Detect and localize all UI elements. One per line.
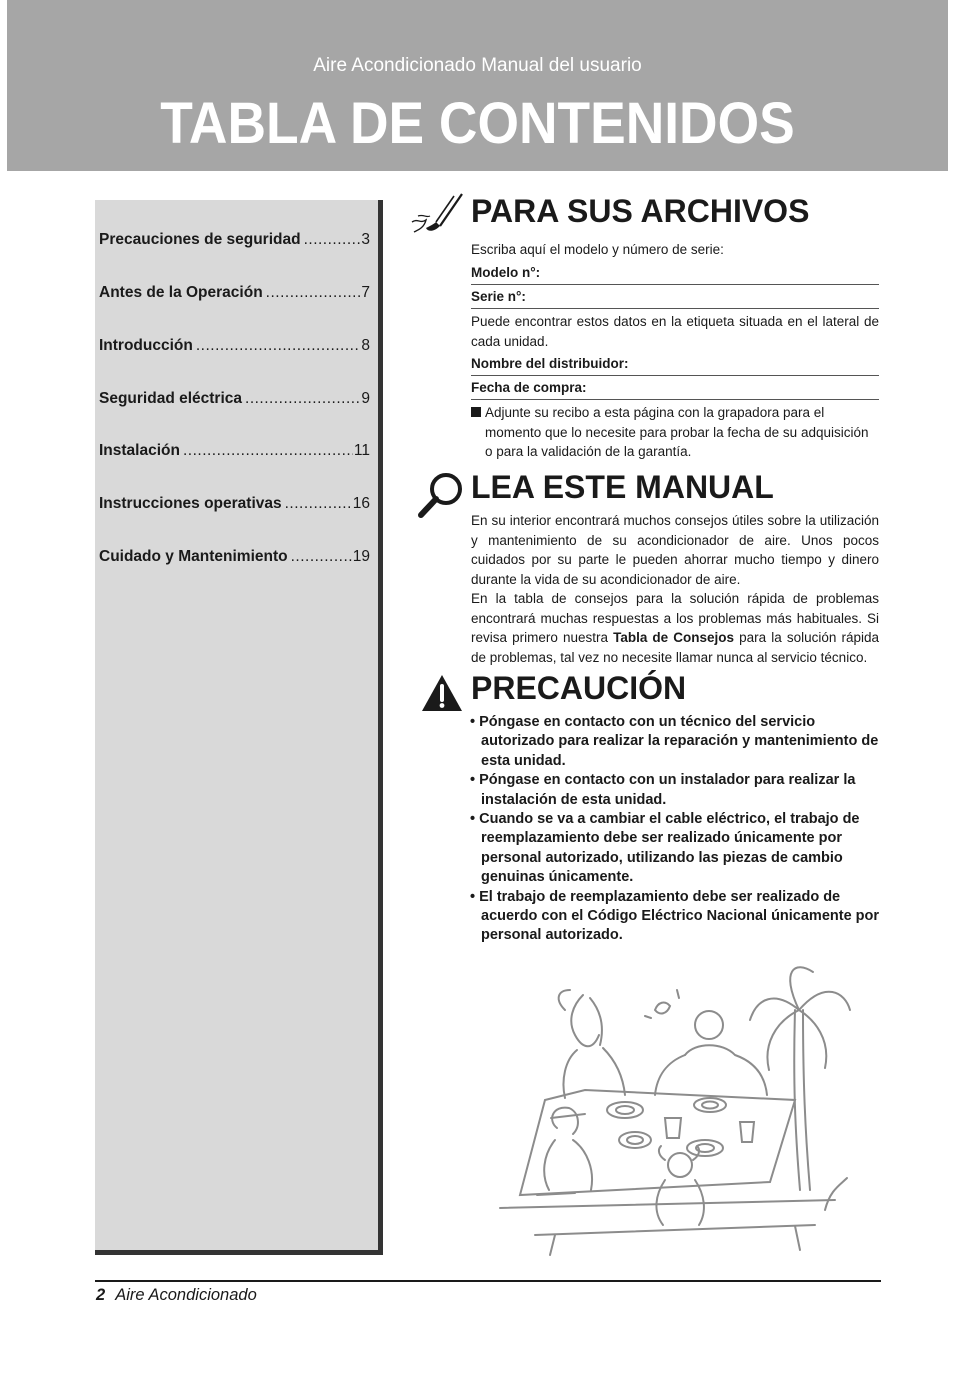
pen-icon [410, 192, 466, 238]
manual-title: LEA ESTE MANUAL [471, 469, 774, 505]
toc-item-page: 11 [353, 442, 370, 459]
caution-item: • Póngase en contacto con un instalador para realizar la instalación de esta unidad. [470, 771, 882, 810]
toc-leader-dots [266, 284, 361, 302]
toc-item-label: Instalación [99, 442, 180, 459]
toc-item-label: Cuidado y Mantenimiento [99, 548, 288, 565]
toc-item-introduccion[interactable] [99, 337, 370, 359]
model-number-field[interactable]: Modelo n°: [471, 262, 879, 285]
toc-leader-dots [291, 548, 352, 566]
toc-leader-dots [285, 495, 352, 513]
toc-item-precauciones[interactable] [99, 231, 370, 253]
table-of-contents [95, 200, 383, 1255]
toc-item-seguridad-electrica[interactable] [99, 390, 370, 412]
header-subtitle: Aire Acondicionado Manual del usuario [313, 55, 642, 76]
caution-title: PRECAUCIÓN [471, 670, 687, 706]
manual-paragraph-1: En su interior encontrará muchos consejos útiles sobre la utilización y mantenimiento de su acondicionador de aire. Unos pocos cuidados por su parte le pueden ahorrar mucho tiempo y dinero durante la vida de su acondicionador de aire. [471, 513, 879, 587]
toc-item-page: 8 [361, 337, 370, 354]
toc-item-antes[interactable] [99, 284, 370, 306]
toc-item-page: 16 [352, 495, 370, 512]
page-title: TABLA DE CONTENIDOS [160, 91, 795, 156]
toc-leader-dots [304, 231, 361, 249]
toc-item-label: Seguridad eléctrica [99, 390, 243, 407]
toc-leader-dots [245, 390, 360, 408]
attach-receipt-note: Adjunte su recibo a esta página con la grapadora para el momento que lo necesite para probar la fecha de su adquisición o para la validación de la garantía. [485, 405, 869, 459]
magnifier-icon [416, 470, 466, 520]
manual-paragraph-2: En la tabla de consejos para la solución rápida de problemas encontrará muchas respuestas a los problemas más habituales. Si revisa primero nuestra Tabla de Consejos para la solución rápida de problemas, tal vez no necesite llamar nunca al servicio técnico. [471, 591, 879, 665]
purchase-date-field[interactable]: Fecha de compra: [471, 377, 879, 400]
toc-item-page: 3 [361, 231, 370, 248]
toc-item-label: Precauciones de seguridad [99, 231, 301, 248]
tips-table-reference: Tabla de Consejos [613, 630, 735, 645]
toc-item-instalacion[interactable] [99, 442, 370, 464]
page-header [7, 0, 948, 171]
serial-number-field[interactable]: Serie n°: [471, 286, 879, 309]
toc-item-cuidado[interactable] [99, 548, 370, 570]
caution-item: • El trabajo de reemplazamiento debe ser realizado de acuerdo con el Código Eléctrico Nacional únicamente por personal autorizado. [470, 888, 882, 946]
toc-item-label: Introducción [99, 337, 193, 354]
page-footer [96, 1286, 257, 1305]
records-intro: Escriba aquí el modelo y número de serie: [471, 242, 724, 257]
toc-item-page: 19 [352, 548, 370, 565]
dealer-name-field[interactable]: Nombre del distribuidor: [471, 353, 879, 376]
records-note: Puede encontrar estos datos en la etiqueta situada en el lateral de cada unidad. [471, 314, 879, 349]
picnic-illustration [495, 950, 865, 1260]
caution-list [470, 713, 882, 946]
toc-item-page: 9 [361, 390, 370, 407]
page-number: 2 [96, 1286, 106, 1304]
warning-icon [420, 673, 464, 713]
toc-item-label: Instrucciones operativas [99, 495, 282, 512]
caution-item: • Póngase en contacto con un técnico del servicio autorizado para realizar la reparación y mantenimiento de esta unidad. [470, 713, 882, 771]
square-bullet-icon [471, 407, 481, 417]
caution-item: • Cuando se va a cambiar el cable eléctrico, el trabajo de reemplazamiento debe ser realizado únicamente por personal autorizado, utilizando las piezas de cambio genuinas únicamente. [470, 810, 882, 888]
toc-item-page: 7 [361, 284, 370, 301]
footer-text: Aire Acondicionado [115, 1286, 257, 1304]
records-title: PARA SUS ARCHIVOS [471, 193, 810, 229]
toc-leader-dots [183, 442, 353, 460]
toc-item-label: Antes de la Operación [99, 284, 263, 301]
toc-leader-dots [196, 337, 361, 355]
footer-rule [95, 1280, 881, 1282]
toc-item-instrucciones[interactable] [99, 495, 370, 517]
